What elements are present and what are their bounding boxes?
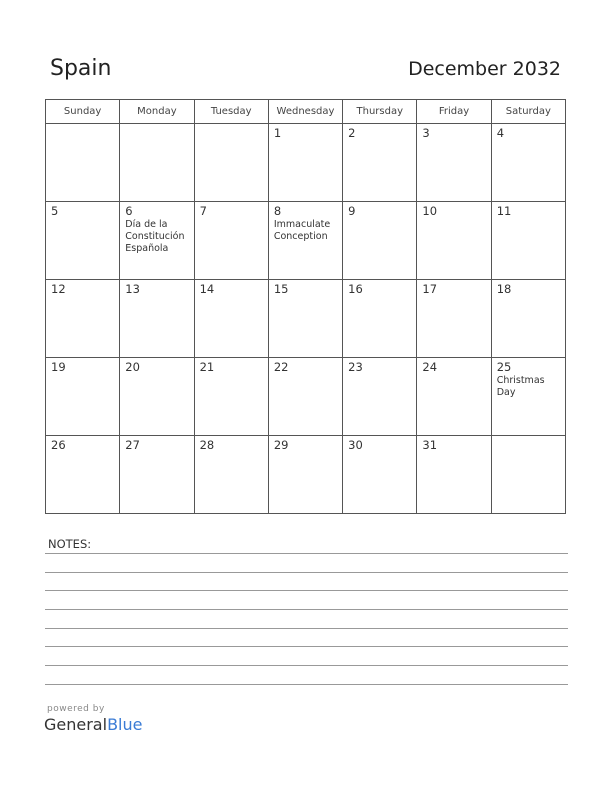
calendar-grid — [45, 99, 566, 514]
note-line — [45, 553, 568, 554]
note-line — [45, 609, 568, 610]
generalblue-logo — [44, 715, 142, 734]
day-cell — [417, 280, 491, 358]
day-cell — [343, 124, 417, 202]
day-number: 16 — [348, 282, 363, 296]
day-cell — [120, 358, 194, 436]
day-number: 4 — [496, 126, 505, 140]
brand-footer — [44, 704, 142, 734]
day-cell — [491, 124, 565, 202]
note-line — [45, 646, 568, 647]
day-number: 18 — [496, 282, 512, 296]
day-number: 31 — [422, 438, 438, 452]
note-line — [45, 665, 568, 666]
day-cell — [46, 358, 120, 436]
day-cell — [268, 202, 342, 280]
day-number: 3 — [422, 126, 430, 140]
weekday-thursday: Thursday — [343, 100, 417, 124]
day-number: 1 — [273, 126, 282, 140]
note-line — [45, 572, 568, 573]
day-cell — [491, 358, 565, 436]
day-cell — [120, 280, 194, 358]
day-number: 14 — [199, 282, 215, 296]
notes-label: NOTES: — [48, 537, 92, 551]
day-number: 8 — [273, 204, 282, 218]
weekday-wednesday: Wednesday — [268, 100, 342, 124]
day-cell — [194, 358, 268, 436]
week-row — [46, 280, 566, 358]
day-number: 21 — [199, 360, 215, 374]
day-number: 19 — [51, 360, 66, 374]
day-number: 15 — [273, 282, 289, 296]
day-cell — [120, 202, 194, 280]
day-cell — [268, 358, 342, 436]
day-cell — [194, 280, 268, 358]
day-cell — [46, 436, 120, 514]
day-cell — [194, 124, 268, 202]
holiday-label: Christmas Day — [496, 375, 545, 398]
holiday-label: Immaculate Conception — [273, 219, 331, 242]
day-cell — [343, 202, 417, 280]
day-cell — [194, 202, 268, 280]
day-cell — [46, 280, 120, 358]
day-cell — [120, 436, 194, 514]
weekday-tuesday: Tuesday — [194, 100, 268, 124]
note-line — [45, 684, 568, 685]
day-number: 6 — [125, 204, 133, 218]
holiday-label: Día de la Constitución Española — [125, 219, 185, 254]
logo-blue: Blue — [107, 715, 143, 734]
day-cell — [417, 358, 491, 436]
week-row — [46, 358, 566, 436]
day-number: 22 — [273, 360, 289, 374]
day-number: 17 — [422, 282, 438, 296]
day-cell — [120, 124, 194, 202]
day-cell — [417, 124, 491, 202]
day-number: 9 — [348, 204, 356, 218]
week-row — [46, 436, 566, 514]
day-number: 24 — [422, 360, 438, 374]
day-number: 5 — [51, 204, 59, 218]
week-row — [46, 202, 566, 280]
month-year-title: December 2032 — [408, 58, 561, 80]
day-cell — [491, 202, 565, 280]
country-title: Spain — [50, 56, 112, 81]
powered-by-text: powered by — [47, 704, 105, 714]
day-cell — [46, 124, 120, 202]
day-number: 20 — [125, 360, 140, 374]
day-number: 25 — [496, 360, 512, 374]
day-number: 26 — [51, 438, 66, 452]
day-cell — [194, 436, 268, 514]
day-cell — [268, 280, 342, 358]
day-number: 10 — [422, 204, 438, 218]
note-line — [45, 628, 568, 629]
day-number: 13 — [125, 282, 140, 296]
day-number: 27 — [125, 438, 140, 452]
week-row — [46, 124, 566, 202]
day-number: 12 — [51, 282, 66, 296]
day-cell — [343, 436, 417, 514]
weekday-saturday: Saturday — [491, 100, 565, 124]
day-cell — [343, 280, 417, 358]
day-cell — [417, 436, 491, 514]
weekday-sunday: Sunday — [46, 100, 120, 124]
day-number: 7 — [199, 204, 207, 218]
day-number: 29 — [273, 438, 289, 452]
day-cell — [417, 202, 491, 280]
day-cell — [343, 358, 417, 436]
logo-general: General — [44, 715, 108, 734]
day-cell — [491, 436, 565, 514]
day-cell — [46, 202, 120, 280]
note-line — [45, 590, 568, 591]
weekday-friday: Friday — [417, 100, 491, 124]
weekday-monday: Monday — [120, 100, 194, 124]
day-number: 2 — [348, 126, 356, 140]
day-number: 23 — [348, 360, 363, 374]
weekday-header-row — [46, 100, 566, 124]
day-number: 30 — [348, 438, 363, 452]
day-cell — [268, 436, 342, 514]
day-number: 11 — [496, 204, 512, 218]
day-number: 28 — [199, 438, 215, 452]
day-cell — [268, 124, 342, 202]
day-cell — [491, 280, 565, 358]
